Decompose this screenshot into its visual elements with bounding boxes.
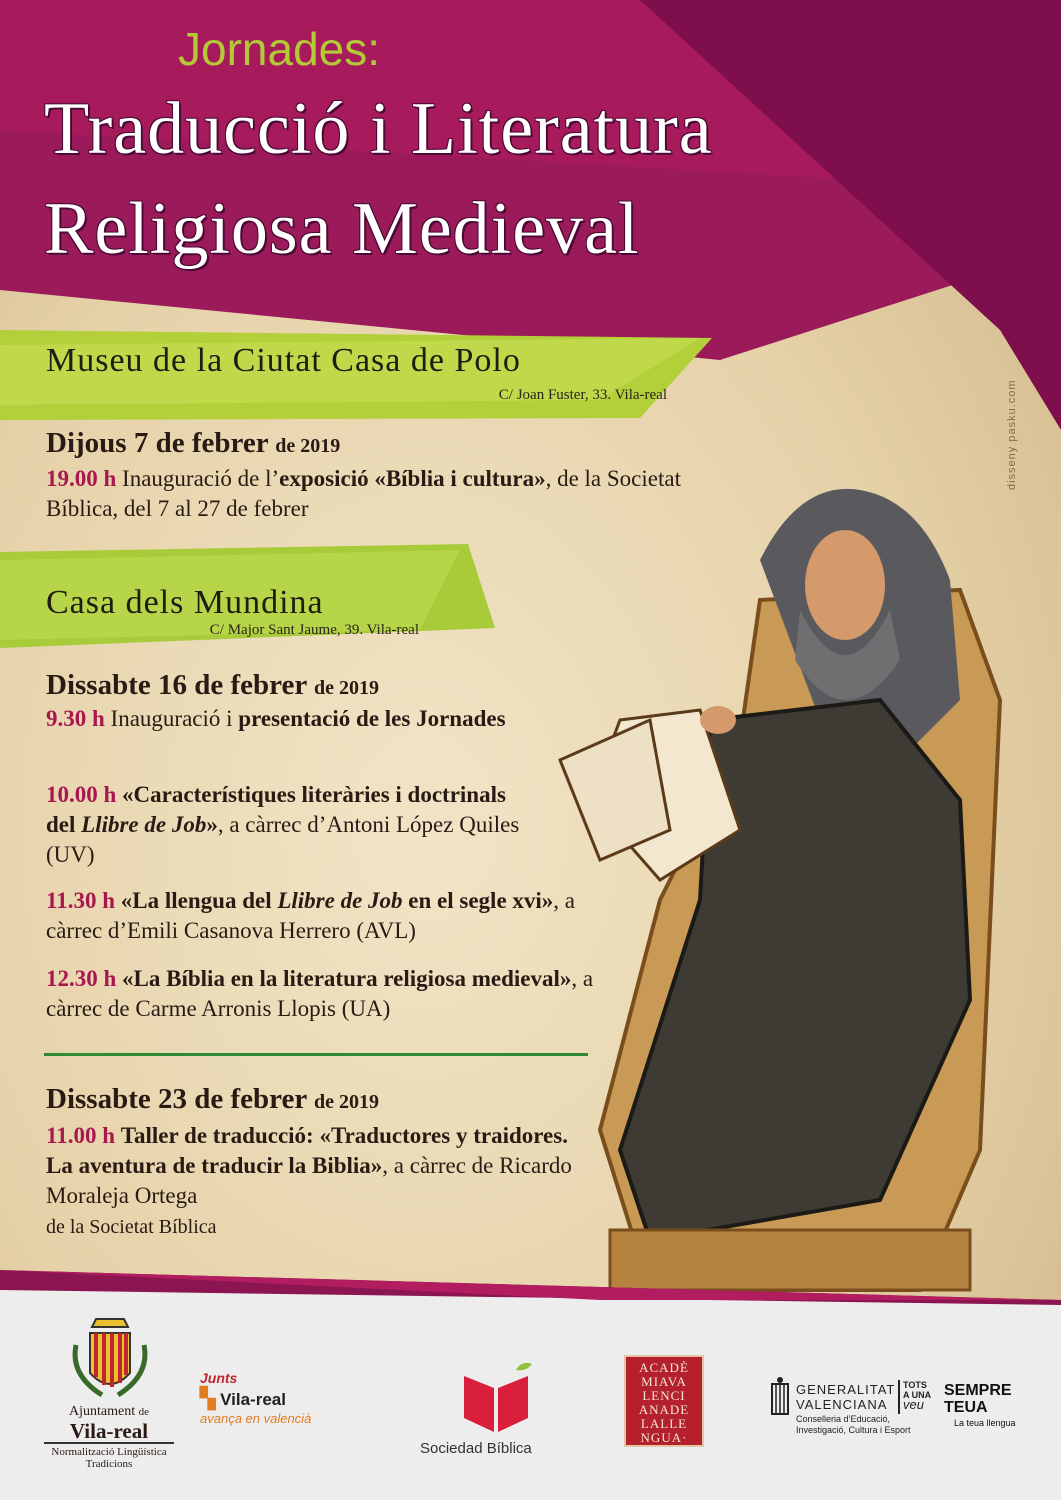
day-2-event-1	[46, 704, 506, 734]
avl-logo	[624, 1355, 704, 1447]
day-3-year: de 2019	[313, 1091, 379, 1113]
ajuntament-dept: Normalització Lingüística	[51, 1446, 167, 1458]
event-title: «La llengua del	[120, 888, 272, 913]
tots-line-1: TOTS	[903, 1380, 927, 1390]
ajuntament-dept-2: Tradicions	[85, 1458, 133, 1470]
kicker-text: Jornades:	[178, 23, 381, 75]
event-text: Inauguració de l’	[122, 466, 280, 491]
event-time: 9.30 h	[46, 706, 105, 731]
avl-line: ACADÈ	[639, 1360, 689, 1375]
day-1-year: de 2019	[275, 435, 341, 457]
sempre-line-2: TEUA	[944, 1399, 988, 1416]
sempre-teua-logo	[944, 1382, 1016, 1428]
event-text: , a càrrec de Carme Arronis Llopis (UA)	[46, 966, 594, 1021]
gva-line-4: Investigació, Cultura i Esport	[796, 1425, 911, 1435]
event-title: »	[206, 812, 218, 837]
event-time: 11.30 h	[46, 888, 116, 913]
junts-slogan: avança en valencià	[200, 1411, 312, 1426]
venue-1-address: C/ Joan Fuster, 33. Vila-real	[498, 387, 667, 403]
event-text: , de la Societat Bíblica, del 7 al 27 de febrer	[46, 466, 681, 521]
venue-2-address: C/ Major Sant Jaume, 39. Vila-real	[209, 622, 419, 638]
ajuntament-logo	[44, 1404, 174, 1470]
event-text: , a càrrec d’Antoni López Quiles (UV)	[46, 812, 520, 867]
event-text: , a càrrec d’Emili Casanova Herrero (AVL)	[46, 888, 576, 943]
avl-line: MIAVA	[641, 1374, 687, 1389]
vila-real-mark-icon: ▚	[200, 1388, 216, 1410]
ajuntament-town: Vila-real	[44, 1420, 174, 1444]
event-title-italic: Llibre de Job	[81, 812, 207, 837]
day-3-label: Dissabte 23 de febrer	[46, 1083, 307, 1115]
day-3-heading	[46, 1083, 379, 1116]
gva-line-3: Conselleria d’Educació,	[796, 1414, 891, 1424]
event-title: Taller de traducció: «Traductores y traidores. La aventura de traducir la Biblia»	[46, 1123, 568, 1178]
sempre-line-3: La teua llengua	[954, 1418, 1016, 1428]
junts-vila-real-logo	[200, 1370, 370, 1426]
event-text: , a càrrec de Ricardo Moraleja Ortega	[46, 1153, 572, 1208]
day-2-year: de 2019	[313, 677, 379, 699]
venue-1-name: Museu de la Ciutat Casa de Polo	[46, 342, 521, 379]
title-line-2: Religiosa Medieval	[44, 188, 640, 270]
event-title-italic: Llibre de Job	[277, 888, 403, 913]
event-time: 11.00 h	[46, 1123, 116, 1148]
day-2-event-2	[46, 780, 526, 870]
ajuntament-word: Ajuntament	[69, 1404, 136, 1419]
ajuntament-de: de	[138, 1406, 149, 1418]
generalitat-logo	[796, 1382, 911, 1436]
sempre-line-1: SEMPRE	[944, 1382, 1012, 1399]
junts-word: Junts	[200, 1370, 238, 1386]
event-title: exposició «Bíblia i cultura»	[279, 466, 546, 491]
event-time: 12.30 h	[46, 966, 117, 991]
divider	[44, 1053, 588, 1056]
avl-line: ANADE	[638, 1402, 690, 1417]
tots-line-3: veu	[903, 1397, 924, 1412]
event-title: «La Bíblia en la literatura religiosa medieval»	[122, 966, 572, 991]
avl-line: LENCI	[642, 1388, 686, 1403]
event-title: en el segle xvi»	[408, 888, 554, 913]
day-1-label: Dijous 7 de febrer	[46, 427, 269, 459]
designer-credit: disseny pasku.com	[1006, 379, 1018, 490]
venue-2-name: Casa dels Mundina	[46, 584, 324, 621]
event-title: «Característiques literàries i doctrinals del	[46, 782, 506, 837]
event-time: 19.00 h	[46, 466, 117, 491]
event-text: de la Societat Bíblica	[46, 1216, 217, 1238]
day-2-event-3	[46, 886, 636, 946]
junts-town: Vila-real	[220, 1390, 286, 1409]
day-1-heading	[46, 427, 340, 460]
avl-line: LALLE	[640, 1416, 688, 1431]
gva-line-1: GENERALITAT	[796, 1382, 896, 1397]
event-time: 10.00 h	[46, 782, 117, 807]
event-text: Inauguració i	[110, 706, 233, 731]
title-line-1: Traducció i Literatura	[44, 88, 713, 170]
sociedad-biblica-book-icon	[458, 1360, 538, 1434]
tots-a-una-veu-logo	[903, 1380, 931, 1410]
day-2-event-4	[46, 964, 606, 1024]
day-2-label: Dissabte 16 de febrer	[46, 669, 307, 701]
vila-real-coat-of-arms-icon	[62, 1315, 158, 1401]
day-1-event	[46, 464, 706, 524]
sociedad-biblica-label: Sociedad Bíblica	[420, 1440, 532, 1457]
gva-line-2: VALENCIANA	[796, 1397, 888, 1412]
tots-line-2: A UNA	[903, 1390, 932, 1400]
avl-line: NGUA·	[640, 1430, 688, 1445]
generalitat-emblem-icon	[770, 1376, 790, 1422]
event-title: presentació de les Jornades	[238, 706, 506, 731]
day-2-heading	[46, 669, 379, 702]
gva-divider	[898, 1380, 900, 1414]
day-3-event-1	[46, 1121, 586, 1242]
